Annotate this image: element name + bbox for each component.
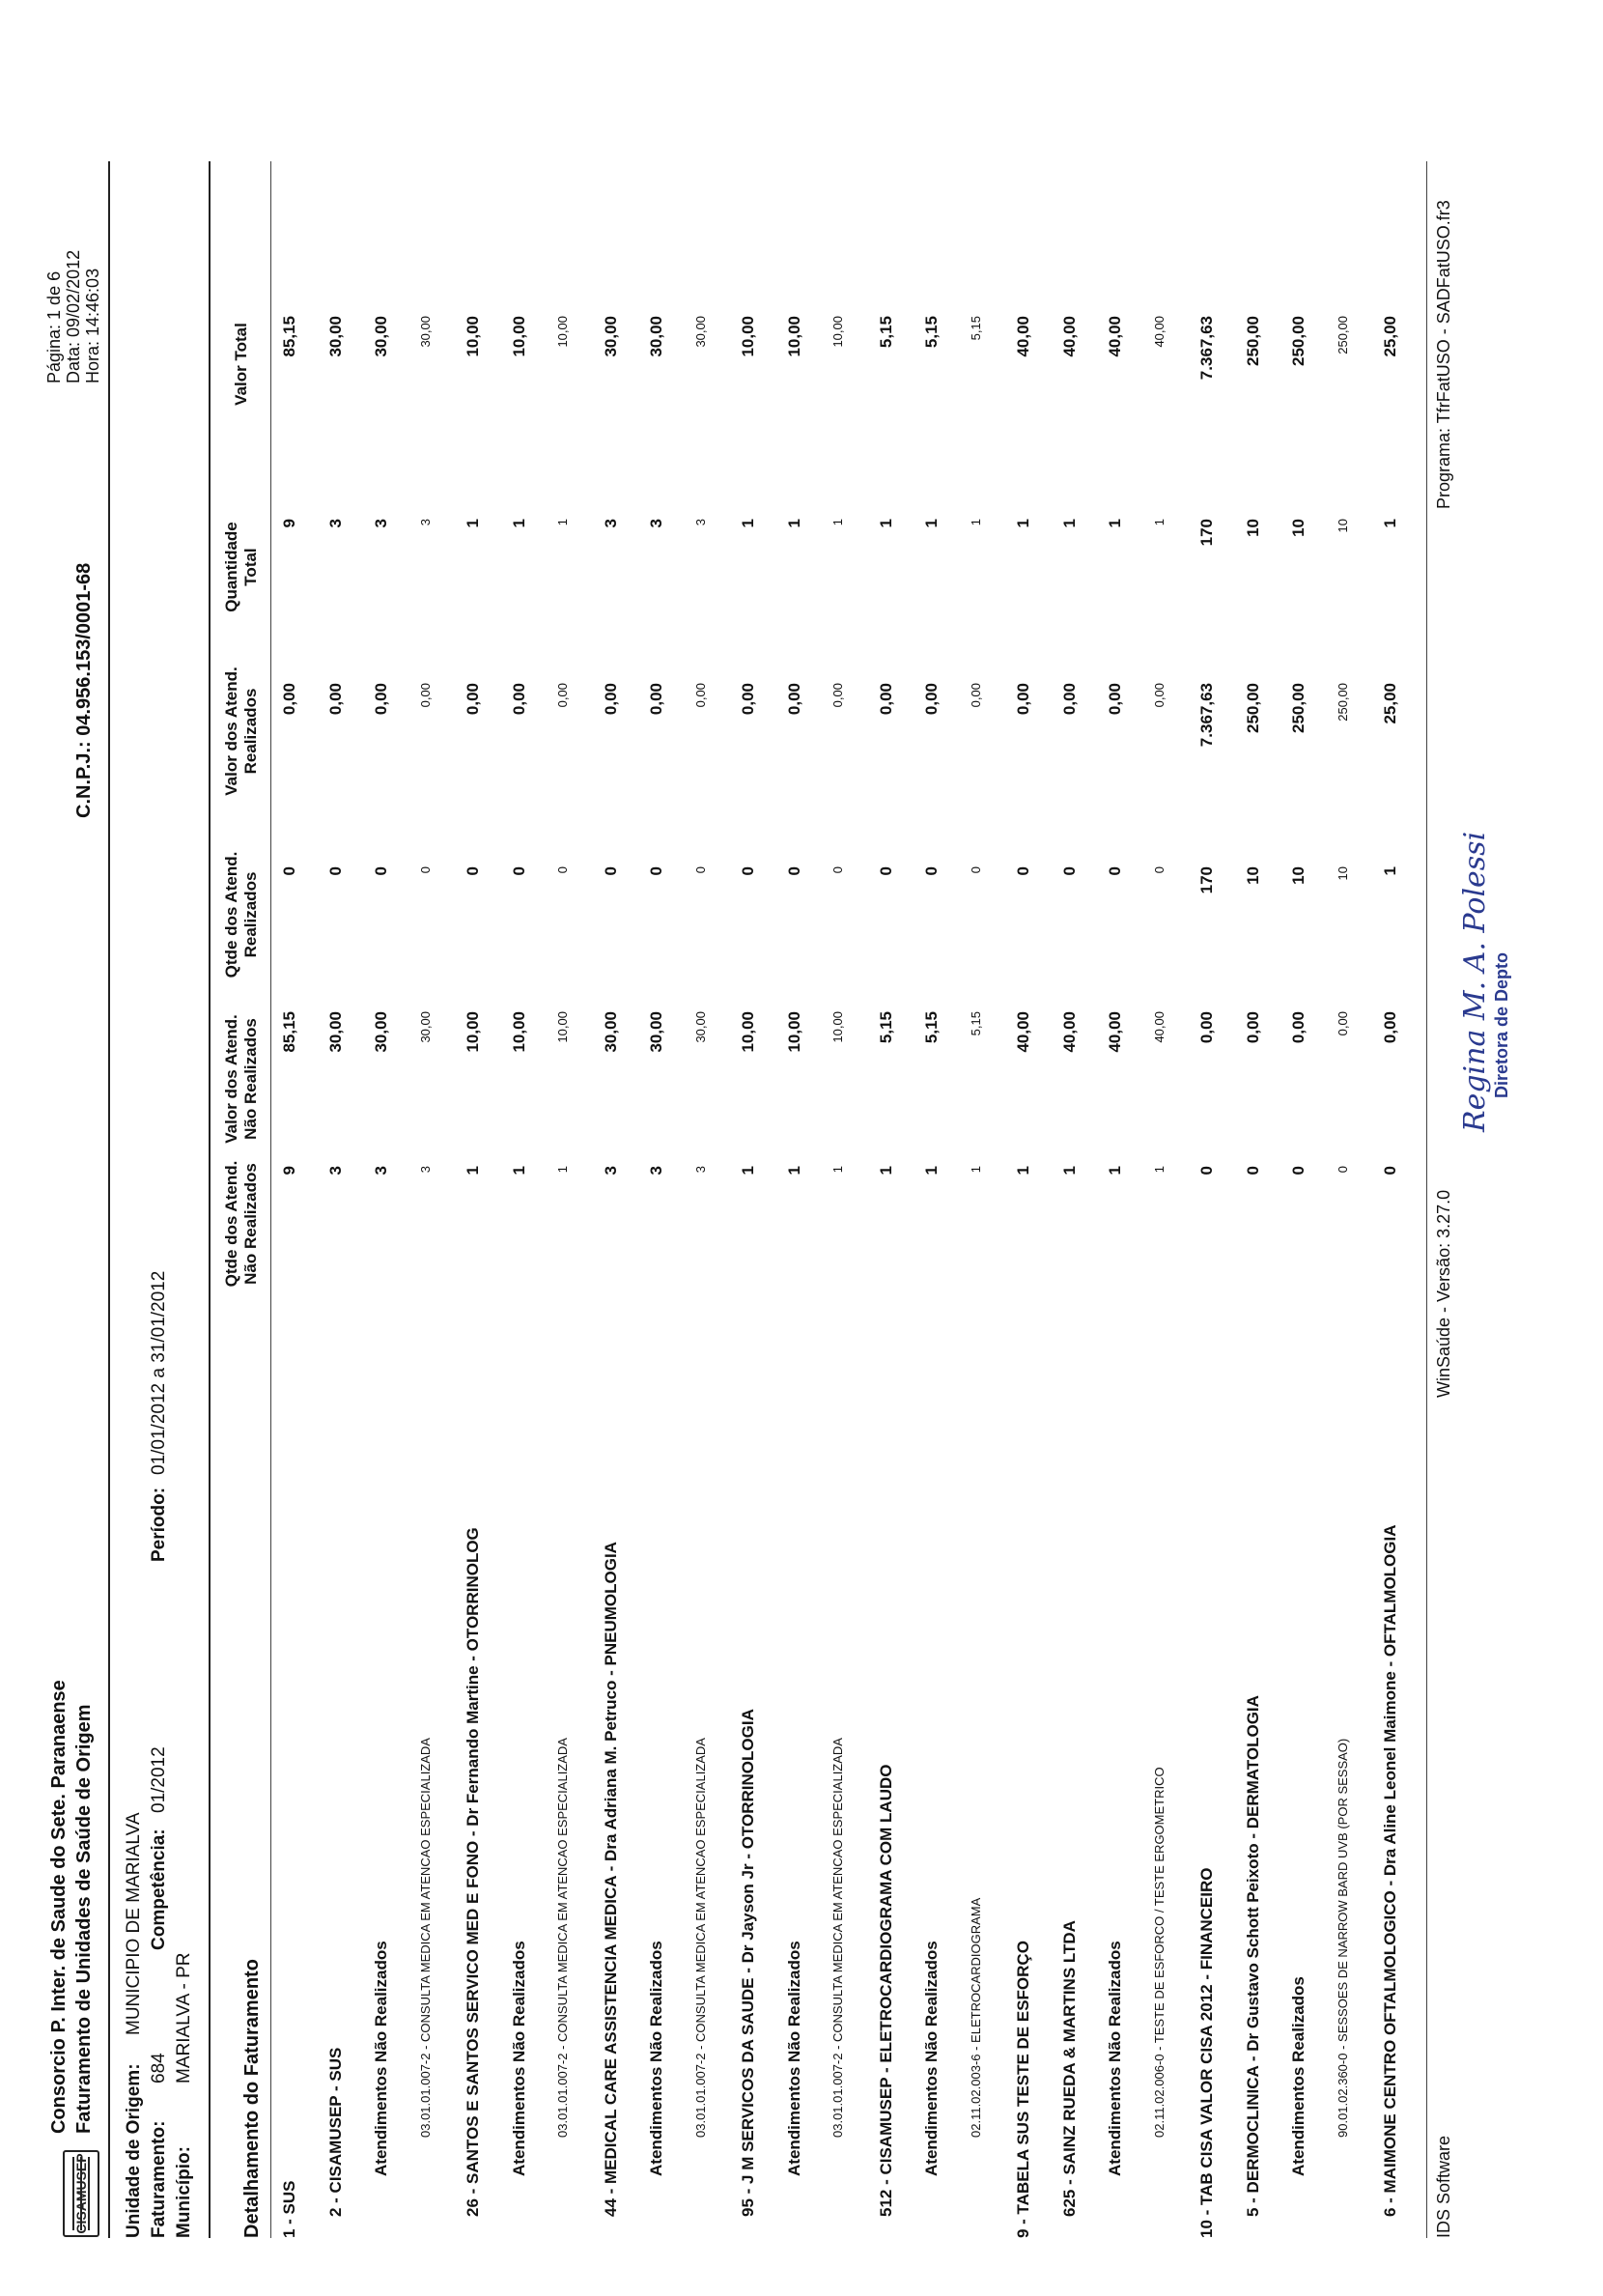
row-description: 6 - MAIMONE CENTRO OFTALMOLOGICO - Dra Aline Leonel Maimone - OFTALMOLOGIA (1381, 1524, 1399, 2217)
row-vr-cell: 0,00 (464, 683, 482, 716)
row-vr-cell: 0,00 (372, 683, 390, 716)
qtd-total-header: Quantidade Total (222, 522, 260, 612)
row-qr-cell: 0 (692, 866, 708, 874)
row-vt-cell: 85,15 (280, 316, 298, 357)
footer-right: Programa: TfrFatUSO - SADFatUSO.fr3 (1434, 200, 1453, 509)
row-qnr-cell: 1 (739, 1166, 757, 1176)
report-sheet (39, 36, 1584, 2238)
row-qr-cell: 0 (417, 866, 433, 874)
column-divider (270, 161, 271, 2238)
table-row (1060, 161, 1085, 2238)
periodo-value: 01/01/2012 a 31/01/2012 (149, 1270, 169, 1475)
table-row (922, 161, 947, 2238)
val-real-header: Valor dos Atend. Realizados (222, 666, 260, 796)
table-row (372, 161, 397, 2238)
row-qr-cell: 0 (372, 866, 390, 876)
table-row (602, 161, 627, 2238)
table-row (280, 161, 305, 2238)
row-vnr-cell: 10,00 (555, 1011, 570, 1043)
row-description: 44 - MEDICAL CARE ASSISTENCIA MEDICA - Dra Adriana M. Petruco - PNEUMOLOGIA (601, 1542, 620, 2217)
table-row (464, 161, 489, 2238)
footer-left: IDS Software (1434, 2135, 1453, 2238)
row-qt-cell: 10 (1289, 519, 1308, 537)
row-qnr-cell: 0 (1197, 1166, 1216, 1176)
svg-text:CISAMUSEP: CISAMUSEP (73, 2153, 89, 2234)
table-row (1244, 161, 1269, 2238)
row-vr-cell: 250,00 (1289, 683, 1308, 733)
row-vt-cell: 30,00 (325, 316, 345, 357)
row-vnr-cell: 5,15 (922, 1011, 941, 1044)
row-vt-cell: 30,00 (647, 316, 665, 357)
row-qt-cell: 3 (417, 519, 433, 526)
row-description: Atendimentos Não Realizados (372, 1941, 390, 2176)
row-qt-cell: 10 (1335, 519, 1350, 533)
table-row (1381, 161, 1406, 2238)
faturamento-value: 684 (149, 2053, 169, 2083)
row-vr-cell: 0,00 (325, 683, 345, 716)
row-vt-cell: 10,00 (509, 316, 528, 357)
row-qnr-cell: 3 (417, 1166, 433, 1174)
row-qt-cell: 1 (1106, 519, 1124, 528)
row-vt-cell: 250,00 (1335, 316, 1350, 354)
row-vr-cell: 0,00 (1106, 683, 1124, 716)
report-time: Hora: 14:46:03 (83, 268, 102, 383)
row-qr-cell: 0 (280, 866, 298, 876)
org-name: Consorcio P. Inter. de Saude do Sete. Paranaense (48, 1680, 70, 2134)
row-qt-cell: 3 (325, 519, 345, 528)
row-vt-cell: 10,00 (739, 316, 757, 357)
row-qt-cell: 1 (922, 519, 941, 528)
row-vnr-cell: 10,00 (509, 1011, 528, 1053)
row-description: 26 - SANTOS E SANTOS SERVICO MED E FONO - Dr Fernando Martine - OTORRINOLOG (464, 1527, 482, 2217)
row-qt-cell: 9 (280, 519, 298, 528)
signature: Regina M. A. Polessi (1458, 831, 1492, 1132)
row-vnr-cell: 30,00 (692, 1011, 708, 1043)
row-vr-cell: 250,00 (1243, 683, 1262, 733)
cisamusep-logo (60, 2149, 102, 2238)
row-description: 03.01.01.007-2 - CONSULTA MEDICA EM ATENCAO ESPECIALIZADA (692, 1738, 708, 2138)
row-vr-cell: 0,00 (555, 683, 570, 708)
row-vr-cell: 0,00 (1014, 683, 1032, 716)
row-qt-cell: 1 (739, 519, 757, 528)
row-description: Atendimentos Não Realizados (922, 1941, 941, 2176)
row-qr-cell: 0 (647, 866, 665, 876)
row-vr-cell: 0,00 (647, 683, 665, 716)
row-qnr-cell: 1 (830, 1166, 845, 1174)
row-vt-cell: 30,00 (692, 316, 708, 348)
row-vnr-cell: 0,00 (1243, 1011, 1262, 1044)
row-vnr-cell: 0,00 (1381, 1011, 1399, 1044)
row-qnr-cell: 3 (601, 1166, 620, 1176)
row-qnr-cell: 1 (784, 1166, 803, 1176)
detail-column-header: Detalhamento do Faturamento (241, 1959, 263, 2238)
table-row (647, 161, 672, 2238)
row-vnr-cell: 40,00 (1151, 1011, 1167, 1043)
row-vt-cell: 10,00 (784, 316, 803, 357)
row-qnr-cell: 0 (1381, 1166, 1399, 1176)
row-description: 90.01.02.360-0 - SESSOES DE NARROW BARD UVB (POR SESSAO) (1335, 1738, 1350, 2138)
row-qt-cell: 3 (692, 519, 708, 526)
row-vnr-cell: 10,00 (784, 1011, 803, 1053)
table-row (693, 161, 718, 2238)
table-row (785, 161, 810, 2238)
row-qnr-cell: 1 (555, 1166, 570, 1174)
table-row (830, 161, 856, 2238)
row-vnr-cell: 0,00 (1335, 1011, 1350, 1036)
row-qnr-cell: 0 (1289, 1166, 1308, 1176)
unidade-value: MUNICIPIO DE MARIALVA (124, 1812, 144, 2035)
row-vr-cell: 0,00 (968, 683, 983, 708)
row-vr-cell: 7.367,63 (1197, 683, 1216, 748)
unidade-label: Unidade de Origem: (124, 2063, 144, 2238)
row-vr-cell: 0,00 (739, 683, 757, 716)
row-vt-cell: 30,00 (601, 316, 620, 357)
row-qr-cell: 10 (1335, 866, 1350, 881)
row-description: 5 - DERMOCLINICA - Dr Gustavo Schott Peixoto - DERMATOLOGIA (1243, 1695, 1262, 2217)
row-description: 02.11.02.003-6 - ELETROCARDIOGRAMA (968, 1897, 983, 2138)
competencia-value: 01/2012 (149, 1746, 169, 1813)
row-qr-cell: 0 (784, 866, 803, 876)
row-vnr-cell: 5,15 (968, 1011, 983, 1036)
row-qt-cell: 1 (830, 519, 845, 526)
row-vr-cell: 0,00 (784, 683, 803, 716)
table-row (739, 161, 764, 2238)
table-row (555, 161, 580, 2238)
row-vnr-cell: 30,00 (417, 1011, 433, 1043)
footer-divider (1426, 161, 1427, 2238)
row-qt-cell: 1 (968, 519, 983, 526)
table-row (1106, 161, 1131, 2238)
table-row (326, 161, 352, 2238)
row-qr-cell: 0 (1106, 866, 1124, 876)
info-divider (209, 161, 211, 2238)
row-vnr-cell: 0,00 (1197, 1011, 1216, 1044)
row-vt-cell: 40,00 (1151, 316, 1167, 348)
row-qnr-cell: 1 (1106, 1166, 1124, 1176)
row-qt-cell: 10 (1243, 519, 1262, 537)
row-vt-cell: 40,00 (1059, 316, 1079, 357)
row-qt-cell: 1 (1059, 519, 1079, 528)
row-qt-cell: 1 (784, 519, 803, 528)
row-qnr-cell: 1 (1014, 1166, 1032, 1176)
row-qr-cell: 0 (1059, 866, 1079, 876)
val-total-header: Valor Total (232, 323, 250, 406)
row-qnr-cell: 3 (372, 1166, 390, 1176)
row-description: 02.11.02.006-0 - TESTE DE ESFORCO / TESTE ERGOMETRICO (1151, 1767, 1167, 2138)
row-qnr-cell: 9 (280, 1166, 298, 1176)
report-date: Data: 09/02/2012 (64, 249, 83, 383)
row-qt-cell: 1 (509, 519, 528, 528)
row-description: Atendimentos Não Realizados (784, 1941, 803, 2176)
row-description: 10 - TAB CISA VALOR CISA 2012 - FINANCEIRO (1197, 1867, 1216, 2238)
row-qr-cell: 0 (968, 866, 983, 874)
row-qt-cell: 1 (876, 519, 895, 528)
row-description: 95 - J M SERVICOS DA SAUDE - Dr Jayson Jr - OTORRINOLOGIA (739, 1709, 757, 2217)
row-vnr-cell: 30,00 (325, 1011, 345, 1053)
row-vt-cell: 5,15 (968, 316, 983, 341)
row-qr-cell: 0 (325, 866, 345, 876)
row-vr-cell: 0,00 (280, 683, 298, 716)
row-qnr-cell: 3 (647, 1166, 665, 1176)
row-vnr-cell: 40,00 (1059, 1011, 1079, 1053)
qtd-nao-header: Qtde dos Atend. Não Realizados (222, 1160, 260, 1288)
row-qt-cell: 3 (647, 519, 665, 528)
row-vnr-cell: 10,00 (830, 1011, 845, 1043)
row-qr-cell: 0 (830, 866, 845, 874)
row-description: 2 - CISAMUSEP - SUS (325, 2047, 345, 2217)
val-nao-header: Valor dos Atend. Não Realizados (222, 1014, 260, 1144)
row-qr-cell: 170 (1197, 866, 1216, 894)
row-description: 1 - SUS (280, 2180, 298, 2238)
row-qt-cell: 1 (464, 519, 482, 528)
row-vr-cell: 0,00 (601, 683, 620, 716)
report-title: Faturamento de Unidades de Saúde de Origem (73, 1704, 95, 2134)
row-qt-cell: 3 (372, 519, 390, 528)
row-vt-cell: 40,00 (1106, 316, 1124, 357)
row-vt-cell: 7.367,63 (1197, 316, 1216, 381)
row-qnr-cell: 1 (1151, 1166, 1167, 1174)
row-vt-cell: 250,00 (1289, 316, 1308, 366)
table-row (1336, 161, 1361, 2238)
row-vnr-cell: 40,00 (1106, 1011, 1124, 1053)
row-vr-cell: 0,00 (1059, 683, 1079, 716)
row-description: 625 - SAINZ RUEDA & MARTINS LTDA (1059, 1920, 1079, 2217)
row-vr-cell: 25,00 (1381, 683, 1399, 724)
row-qnr-cell: 0 (1243, 1166, 1262, 1176)
row-vr-cell: 0,00 (692, 683, 708, 708)
row-qr-cell: 0 (739, 866, 757, 876)
row-vt-cell: 10,00 (555, 316, 570, 348)
row-description: 9 - TABELA SUS TESTE DE ESFORÇO (1014, 1941, 1032, 2238)
row-qr-cell: 0 (1151, 866, 1167, 874)
table-row (510, 161, 535, 2238)
row-vnr-cell: 30,00 (601, 1011, 620, 1053)
row-qnr-cell: 1 (464, 1166, 482, 1176)
row-vr-cell: 0,00 (1151, 683, 1167, 708)
row-vr-cell: 250,00 (1335, 683, 1350, 722)
row-qnr-cell: 3 (325, 1166, 345, 1176)
row-description: Atendimentos Realizados (1289, 1976, 1308, 2176)
signature-title: Diretora de Depto (1492, 951, 1511, 1098)
row-qnr-cell: 1 (968, 1166, 983, 1174)
row-qnr-cell: 1 (876, 1166, 895, 1176)
row-vt-cell: 5,15 (922, 316, 941, 349)
row-qr-cell: 0 (464, 866, 482, 876)
table-row (1152, 161, 1177, 2238)
row-qt-cell: 1 (1381, 519, 1399, 528)
footer-center: WinSaúde - Versão: 3.27.0 (1434, 1189, 1453, 1398)
row-description: 03.01.01.007-2 - CONSULTA MEDICA EM ATENCAO ESPECIALIZADA (417, 1738, 433, 2138)
row-vt-cell: 5,15 (876, 316, 895, 349)
table-row (969, 161, 994, 2238)
header-divider (108, 161, 110, 2238)
row-qnr-cell: 0 (1335, 1166, 1350, 1174)
row-qt-cell: 1 (1151, 519, 1167, 526)
row-vr-cell: 0,00 (830, 683, 845, 708)
row-vnr-cell: 5,15 (876, 1011, 895, 1044)
row-qt-cell: 170 (1197, 519, 1216, 547)
table-row (1197, 161, 1223, 2238)
row-description: 512 - CISAMUSEP - ELETROCARDIOGRAMA COM LAUDO (876, 1764, 895, 2217)
table-row (1014, 161, 1039, 2238)
row-vnr-cell: 0,00 (1289, 1011, 1308, 1044)
competencia-label: Competência: (149, 1828, 169, 1950)
row-vnr-cell: 10,00 (464, 1011, 482, 1053)
cnpj: C.N.P.J.: 04.956.153/0001-68 (73, 562, 95, 818)
row-qr-cell: 0 (922, 866, 941, 876)
row-vnr-cell: 10,00 (739, 1011, 757, 1053)
municipio-label: Município: (174, 2146, 194, 2238)
row-qnr-cell: 1 (1059, 1166, 1079, 1176)
row-vr-cell: 0,00 (417, 683, 433, 708)
table-row (418, 161, 443, 2238)
row-vr-cell: 0,00 (876, 683, 895, 716)
row-description: Atendimentos Não Realizados (647, 1941, 665, 2176)
row-vr-cell: 0,00 (922, 683, 941, 716)
row-qr-cell: 0 (555, 866, 570, 874)
row-vt-cell: 30,00 (417, 316, 433, 348)
row-qr-cell: 10 (1243, 866, 1262, 885)
row-vt-cell: 10,00 (830, 316, 845, 348)
row-qr-cell: 0 (509, 866, 528, 876)
page-number: Página: 1 de 6 (44, 270, 64, 383)
row-vnr-cell: 30,00 (647, 1011, 665, 1053)
row-qt-cell: 1 (1014, 519, 1032, 528)
row-qt-cell: 3 (601, 519, 620, 528)
row-description: Atendimentos Não Realizados (509, 1941, 528, 2176)
row-vnr-cell: 40,00 (1014, 1011, 1032, 1053)
row-qt-cell: 1 (555, 519, 570, 526)
row-vt-cell: 250,00 (1243, 316, 1262, 366)
row-description: 03.01.01.007-2 - CONSULTA MEDICA EM ATENCAO ESPECIALIZADA (830, 1738, 845, 2138)
row-vr-cell: 0,00 (509, 683, 528, 716)
table-row (877, 161, 902, 2238)
row-vt-cell: 10,00 (464, 316, 482, 357)
row-description: Atendimentos Não Realizados (1106, 1941, 1124, 2176)
row-qnr-cell: 3 (692, 1166, 708, 1174)
row-vt-cell: 25,00 (1381, 316, 1399, 357)
row-qr-cell: 0 (876, 866, 895, 876)
row-qnr-cell: 1 (509, 1166, 528, 1176)
row-qr-cell: 0 (601, 866, 620, 876)
row-qr-cell: 1 (1381, 866, 1399, 876)
periodo-label: Período: (149, 1487, 169, 1562)
faturamento-label: Faturamento: (149, 2120, 169, 2238)
table-row (1289, 161, 1314, 2238)
row-vt-cell: 30,00 (372, 316, 390, 357)
row-qr-cell: 0 (1014, 866, 1032, 876)
municipio-value: MARIALVA - PR (174, 1952, 194, 2083)
row-vnr-cell: 30,00 (372, 1011, 390, 1053)
row-description: 03.01.01.007-2 - CONSULTA MEDICA EM ATENCAO ESPECIALIZADA (555, 1738, 570, 2138)
qtd-real-header: Qtde dos Atend. Realizados (222, 851, 260, 978)
row-qnr-cell: 1 (922, 1166, 941, 1176)
row-vt-cell: 40,00 (1014, 316, 1032, 357)
row-qr-cell: 10 (1289, 866, 1308, 885)
row-vnr-cell: 85,15 (280, 1011, 298, 1053)
